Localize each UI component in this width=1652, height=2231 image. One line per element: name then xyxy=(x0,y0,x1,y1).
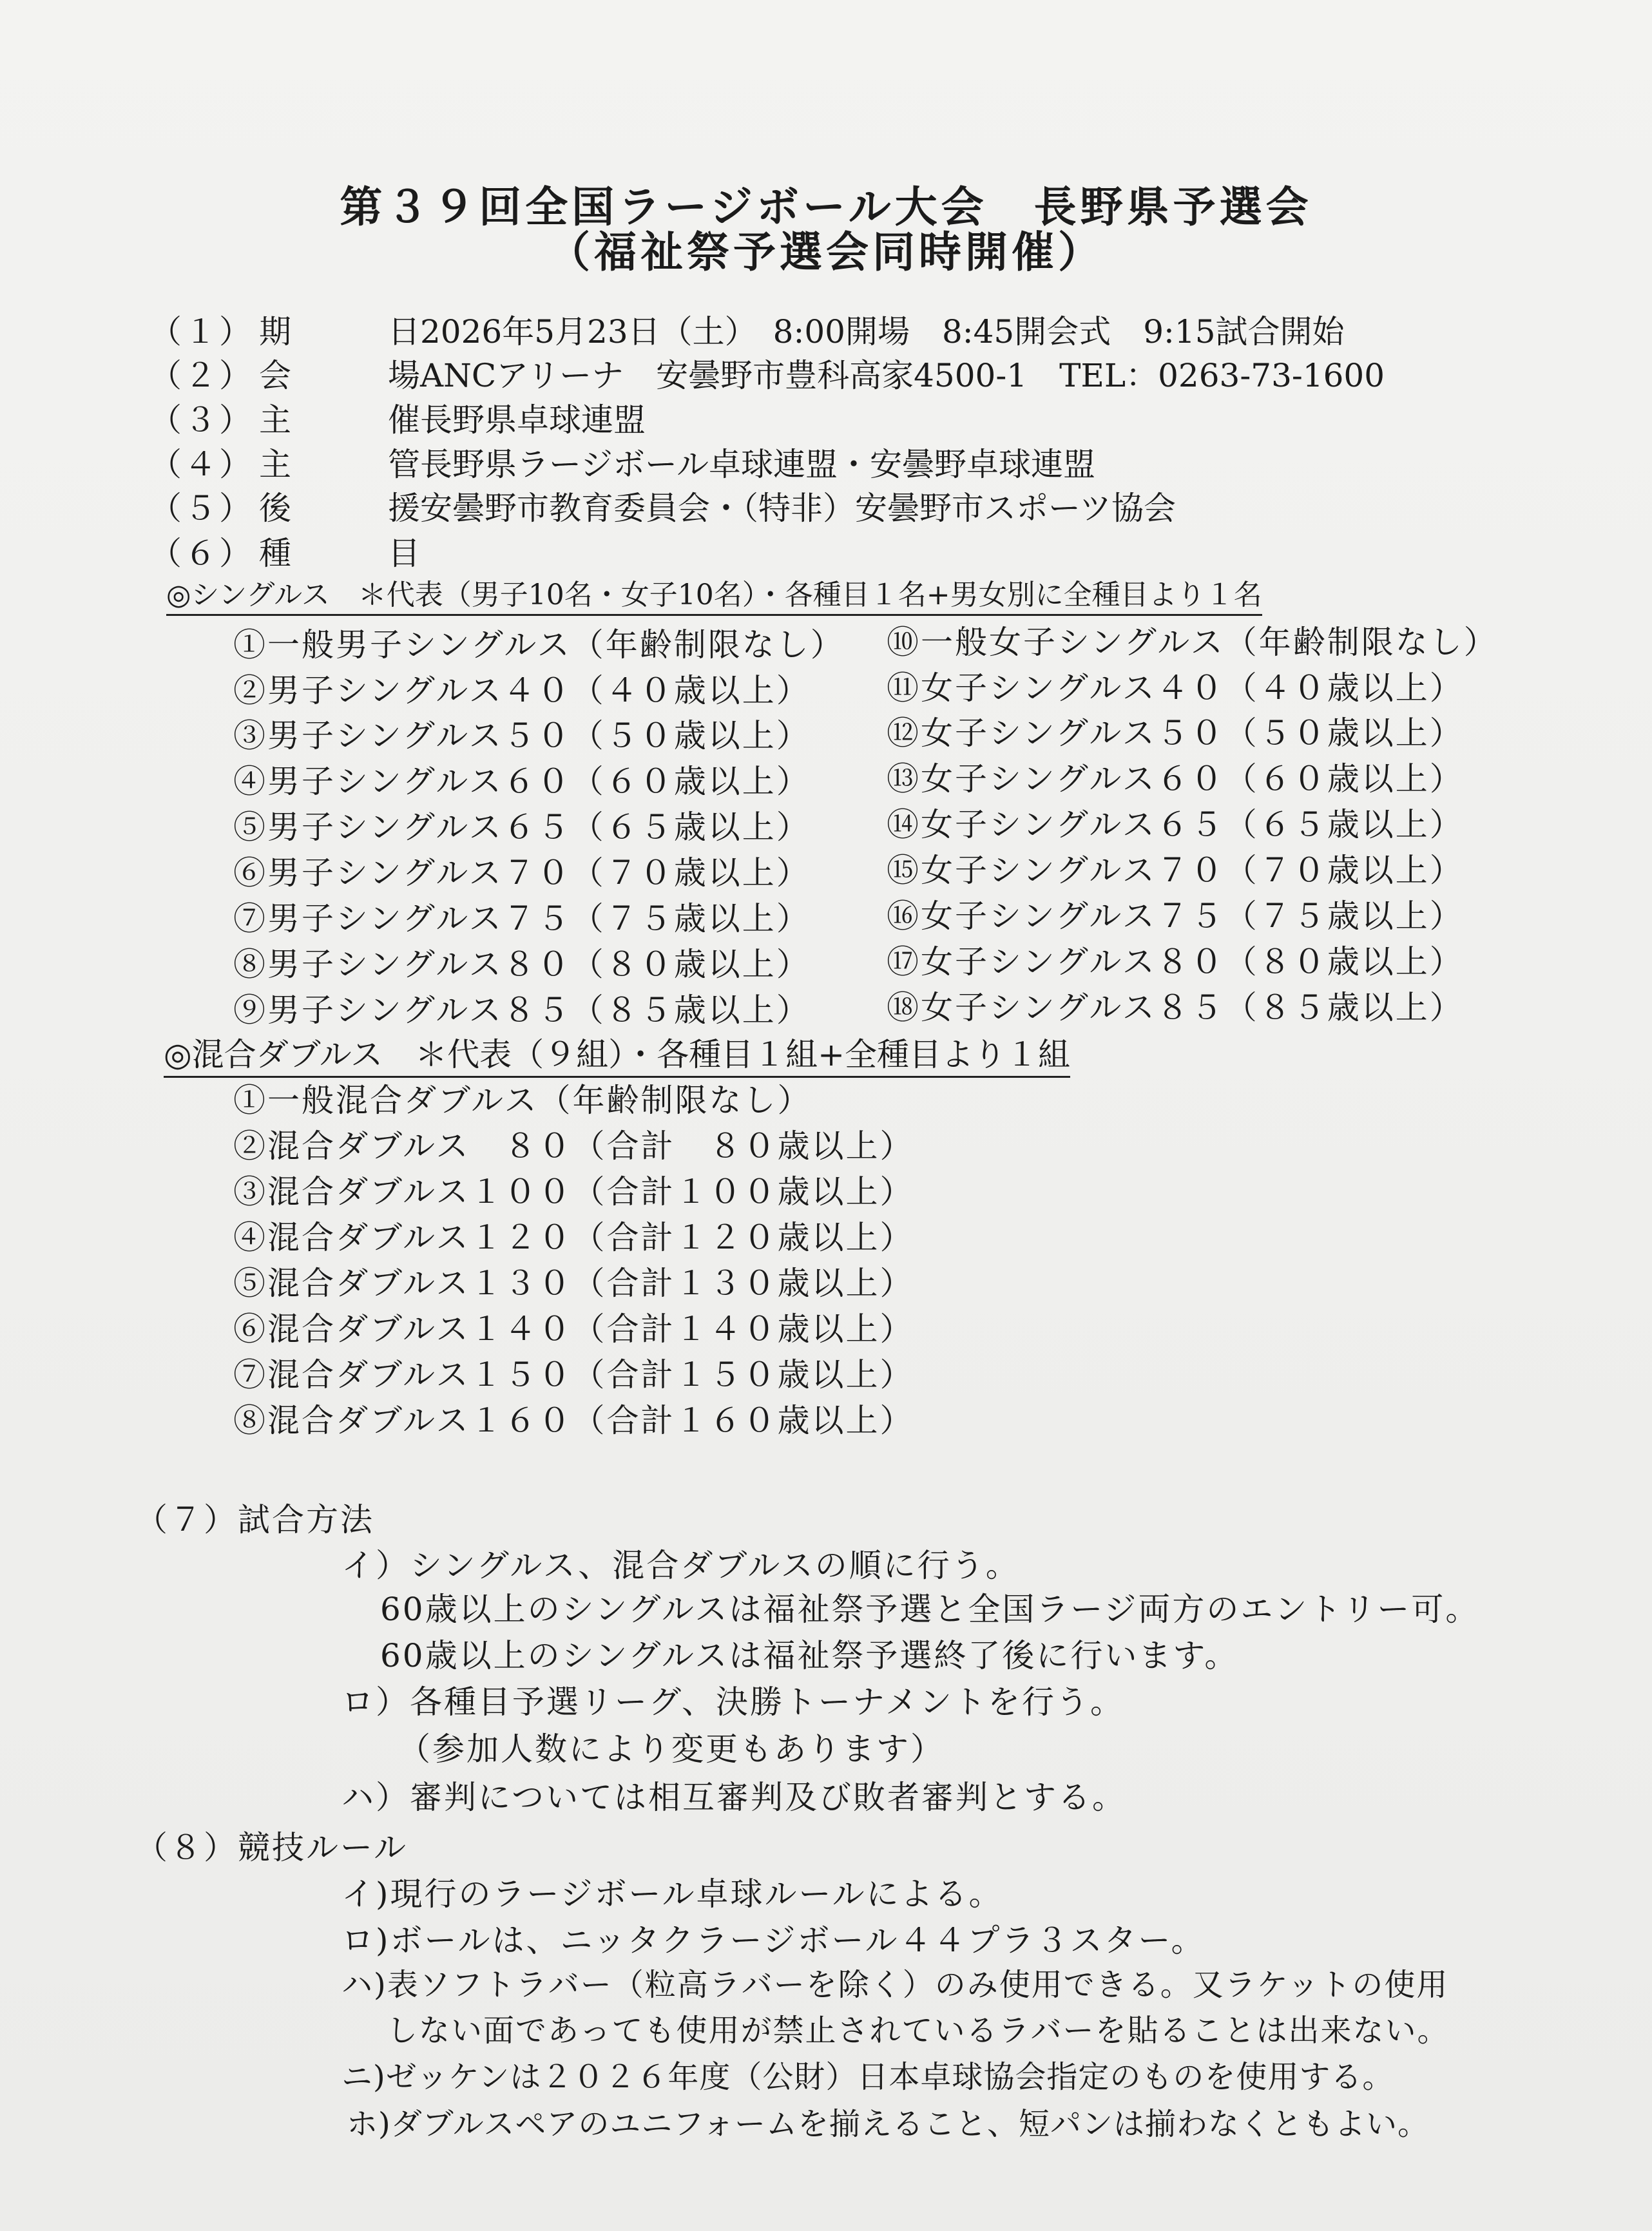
singles-women-item: ⑭女子シングルス６５（６５歳以上） xyxy=(887,806,1464,843)
match-method-line: ロ）各種目予選リーグ、決勝トーナメントを行う。 xyxy=(341,1683,1124,1721)
competition-rules-line: ロ)ボールは、ニッタクラージボール４４プラ３スター。 xyxy=(341,1922,1205,1959)
singles-men-item: ⑥男子シングルス７０（７０歳以上） xyxy=(233,854,811,892)
competition-rules-line: ニ)ゼッケンは２０２６年度（公財）日本卓球協会指定のものを使用する。 xyxy=(341,2059,1394,2095)
doubles-item: ③混合ダブルス１００（合計１００歳以上） xyxy=(233,1173,914,1211)
section-number: （５） xyxy=(149,490,254,527)
match-method-line: イ）シングルス、混合ダブルスの順に行う。 xyxy=(341,1547,1020,1584)
section-label: 主 催 xyxy=(259,401,452,439)
singles-women-item: ⑱女子シングルス８５（８５歳以上） xyxy=(887,989,1464,1026)
doubles-header-text: ◎混合ダブルス ＊代表（９組）・各種目１組+全種目より１組 xyxy=(164,1036,1070,1078)
singles-women-item: ⑫女子シングルス５０（５０歳以上） xyxy=(887,714,1464,752)
match-method-line: ハ）審判については相互審判及び敗者審判とする。 xyxy=(341,1779,1126,1816)
match-method-title: （７）試合方法 xyxy=(135,1501,374,1538)
section-value: 安曇野市教育委員会・（特非）安曇野市スポーツ協会 xyxy=(420,490,1176,527)
section-label: 期 日 xyxy=(259,313,452,350)
doubles-header xyxy=(164,1036,1071,1073)
doubles-item: ⑥混合ダブルス１４０（合計１４０歳以上） xyxy=(233,1310,914,1348)
title-line-2: （福祉祭予選会同時開催） xyxy=(548,227,1104,277)
doubles-item: ⑤混合ダブルス１３０（合計１３０歳以上） xyxy=(233,1265,914,1302)
singles-men-item: ⑧男子シングルス８０（８０歳以上） xyxy=(233,946,811,983)
singles-women-item: ⑮女子シングルス７０（７０歳以上） xyxy=(887,852,1464,889)
competition-rules-line: ホ)ダブルスペアのユニフォームを揃えること、短パンは揃わなくともよい。 xyxy=(347,2106,1429,2142)
doubles-item: ⑧混合ダブルス１６０（合計１６０歳以上） xyxy=(233,1402,914,1439)
singles-women-item: ⑩一般女子シングルス（年齢制限なし） xyxy=(887,624,1498,661)
section-value: 長野県卓球連盟 xyxy=(420,401,646,439)
singles-men-item: ⑦男子シングルス７５（７５歳以上） xyxy=(233,900,811,937)
competition-rules-line: ハ)表ソフトラバー（粒高ラバーを除く）のみ使用できる。又ラケットの使用 xyxy=(341,1967,1449,2003)
singles-women-item: ⑬女子シングルス６０（６０歳以上） xyxy=(887,760,1464,798)
singles-header xyxy=(166,581,1262,609)
section-number: （１） xyxy=(149,313,254,350)
match-method-line: 60歳以上のシングルスは福祉祭予選と全国ラージ両方のエントリー可。 xyxy=(380,1591,1480,1628)
singles-men-item: ④男子シングルス６０（６０歳以上） xyxy=(233,763,811,800)
section-label: 後 援 xyxy=(259,490,452,527)
singles-men-item: ⑤男子シングルス６５（６５歳以上） xyxy=(233,809,811,846)
doubles-item: ⑦混合ダブルス１５０（合計１５０歳以上） xyxy=(233,1356,914,1393)
doubles-item: ②混合ダブルス ８０（合計 ８０歳以上） xyxy=(233,1127,914,1165)
match-method-line: （参加人数により変更もあります） xyxy=(398,1730,945,1768)
singles-women-item: ⑰女子シングルス８０（８０歳以上） xyxy=(887,943,1464,981)
section-label: 主 管 xyxy=(259,446,452,483)
competition-rules-line: イ)現行のラージボール卓球ルールによる。 xyxy=(341,1875,1003,1913)
section-number: （２） xyxy=(149,357,254,394)
section-value: ANCアリーナ 安曇野市豊科高家4500-1 TEL：0263-73-1600 xyxy=(420,357,1385,394)
singles-women-item: ⑯女子シングルス７５（７５歳以上） xyxy=(887,897,1464,935)
singles-men-item: ②男子シングルス４０（４０歳以上） xyxy=(233,672,811,709)
section-number: （３） xyxy=(149,401,254,439)
section-value: 長野県ラージボール卓球連盟・安曇野卓球連盟 xyxy=(420,446,1095,483)
section-number: （４） xyxy=(149,446,254,483)
singles-men-item: ①一般男子シングルス（年齢制限なし） xyxy=(233,626,845,664)
doubles-item: ①一般混合ダブルス（年齢制限なし） xyxy=(233,1082,812,1119)
section-value: 2026年5月23日（土） 8:00開場 8:45開会式 9:15試合開始 xyxy=(420,313,1345,350)
singles-header-text: ◎シングルス ＊代表（男子10名・女子10名）・各種目１名+男女別に全種目より１名 xyxy=(166,579,1262,616)
competition-rules-line: しない面であっても使用が禁止されているラバーを貼ることは出来ない。 xyxy=(387,2013,1450,2049)
singles-women-item: ⑪女子シングルス４０（４０歳以上） xyxy=(887,669,1464,707)
section-label: 会 場 xyxy=(259,357,452,394)
singles-men-item: ③男子シングルス５０（５０歳以上） xyxy=(233,717,811,754)
title-line-1: 第３９回全国ラージボール大会 長野県予選会 xyxy=(340,182,1312,232)
doubles-item: ④混合ダブルス１２０（合計１２０歳以上） xyxy=(233,1219,914,1256)
section-label: 種 目 xyxy=(259,535,452,572)
singles-men-item: ⑨男子シングルス８５（８５歳以上） xyxy=(233,991,811,1029)
match-method-line: 60歳以上のシングルスは福祉祭予選終了後に行います。 xyxy=(380,1637,1239,1674)
section-number: （６） xyxy=(149,535,254,572)
competition-rules-title: （８）競技ルール xyxy=(135,1829,408,1866)
